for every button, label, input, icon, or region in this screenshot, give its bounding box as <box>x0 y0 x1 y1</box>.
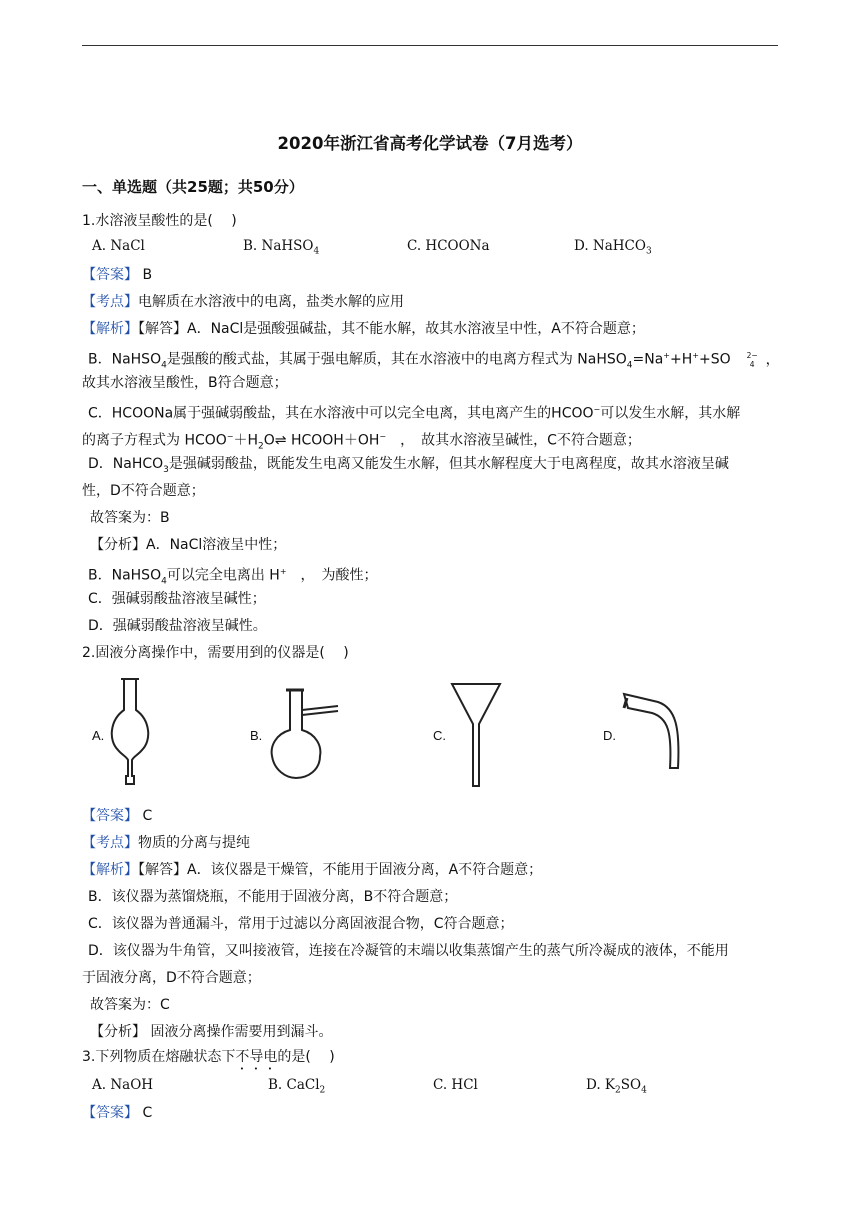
drying-tube-icon <box>104 676 160 792</box>
q2-summary: 【分析】 固液分离操作需要用到漏斗。 <box>90 1024 333 1040</box>
q2-final-answer: 故答案为：C <box>90 997 170 1013</box>
funnel-icon <box>448 680 504 790</box>
q2-analysis-c: C．该仪器为普通漏斗，常用于过滤以分离固液混合物，C符合题意； <box>88 916 514 932</box>
q1-analysis-d1: D．NaHCO$_3$是强碱弱酸盐，既能发生电离又能发生水解，但其水解程度大于电离程度，故其水溶液呈碱 <box>88 456 729 475</box>
q1-analysis-b1: B．NaHSO$_4$是强酸的酸式盐，其属于强电解质，其在水溶液中的电离方程式为 NaHSO$_4$=Na++H++SO 2− 4 ， <box>88 350 780 371</box>
q2-label-b: B. <box>250 728 263 743</box>
distillation-flask-icon <box>262 684 342 780</box>
q1-option-a: A. NaCl <box>92 238 145 254</box>
q1-summary-c: C．强碱弱酸盐溶液呈碱性； <box>88 591 266 607</box>
q1-options <box>92 238 782 258</box>
q1-analysis-c2: 的离子方程式为 $HCOO^-+H_2O\rightleftharpoons$ HCOOH＋OH− ， 故其水溶液呈碱性，C不符合题意； <box>82 432 641 452</box>
q2-label-c: C. <box>433 728 446 743</box>
q1-stem: 1.水溶液呈酸性的是( ) <box>82 213 237 229</box>
q3-option-c: C. HCl <box>433 1077 478 1093</box>
q1-answer: 【答案】 B <box>82 267 153 283</box>
q2-analysis-a: 【解析】【解答】A．该仪器是干燥管，不能用于固液分离，A不符合题意； <box>82 862 543 878</box>
q2-analysis-d2: 于固液分离，D不符合题意； <box>82 970 261 986</box>
q1-summary-d: D．强碱弱酸盐溶液呈碱性。 <box>88 618 267 634</box>
q2-analysis-d1: D．该仪器为牛角管，又叫接液管，连接在冷凝管的末端以收集蒸馏产生的蒸气所冷凝成的液体，不能用 <box>88 943 729 959</box>
adapter-tube-icon <box>618 688 688 772</box>
q1-option-b: B. NaHSO$_4$ <box>243 238 320 257</box>
q3-answer: 【答案】 C <box>82 1105 153 1121</box>
section-title: 一、单选题（共25题；共50分） <box>82 178 304 196</box>
q1-option-c: C. HCOONa <box>407 238 490 254</box>
q2-stem: 2.固液分离操作中，需要用到的仪器是( ) <box>82 645 349 661</box>
q1-final-answer: 故答案为：B <box>90 510 170 526</box>
q1-summary-b: B．NaHSO$_4$可以完全电离出 H+ ， 为酸性； <box>88 567 378 587</box>
q2-analysis-b: B．该仪器为蒸馏烧瓶，不能用于固液分离，B不符合题意； <box>88 889 458 905</box>
q1-summary-a: 【分析】A．NaCl溶液呈中性； <box>90 537 287 553</box>
q1-analysis-b2: 故其水溶液呈酸性，B符合题意； <box>82 375 288 391</box>
header-rule <box>82 45 778 46</box>
document-title: 2020年浙江省高考化学试卷（7月选考） <box>277 134 583 153</box>
q1-option-d: D. NaHCO$_3$ <box>574 238 652 257</box>
q2-label-d: D. <box>603 728 616 743</box>
q3-stem: 3.下列物质在熔融状态下不导电的是( ) <box>82 1049 335 1065</box>
q2-point: 【考点】物质的分离与提纯 <box>82 835 250 851</box>
q3-options <box>92 1077 782 1097</box>
q1-analysis-c1: C．HCOONa属于强碱弱酸盐，其在水溶液中可以完全电离，其电离产生的HCOO−可以发生水解，其水解 <box>88 405 741 422</box>
q2-label-a: A. <box>92 728 105 743</box>
q2-apparatus-row <box>0 672 860 796</box>
q1-analysis-a: 【解析】【解答】A．NaCl是强酸强碱盐，其不能水解，故其水溶液呈中性，A不符合题意； <box>82 321 645 337</box>
q1-analysis-d2: 性，D不符合题意； <box>82 483 205 499</box>
q3-option-a: A. NaOH <box>92 1077 154 1093</box>
q2-answer: 【答案】 C <box>82 808 153 824</box>
q1-point: 【考点】电解质在水溶液中的电离，盐类水解的应用 <box>82 294 404 310</box>
q3-option-d: D. $K_2SO_4$ <box>586 1077 647 1096</box>
q3-option-b: B. CaCl$_2$ <box>268 1077 326 1096</box>
